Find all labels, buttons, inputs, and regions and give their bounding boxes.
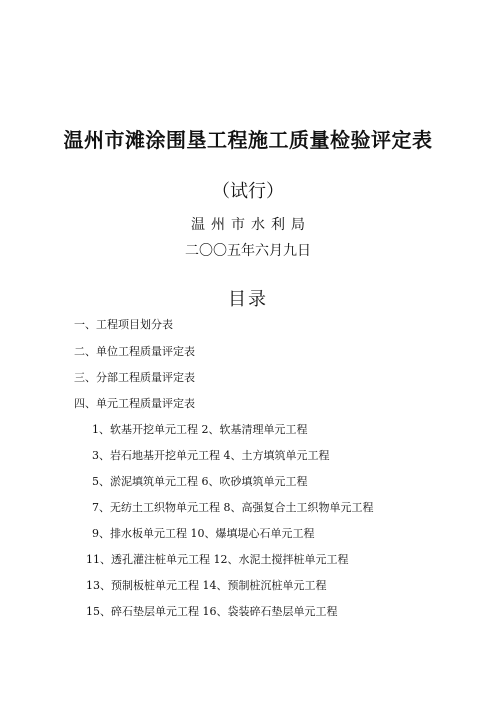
page-title: 温州市滩涂围垦工程施工质量检验评定表 — [63, 128, 433, 152]
toc-unit-item: 11、透孔灌注桩单元工程 12、水泥土搅拌桩单元工程 — [86, 553, 349, 566]
toc-unit-item: 13、预制板桩单元工程 14、预制桩沉桩单元工程 — [86, 579, 327, 592]
toc-section-1: 一、工程项目划分表 — [74, 318, 173, 331]
trial-label: （试行） — [212, 181, 284, 202]
toc-section-3: 三、分部工程质量评定表 — [74, 371, 195, 384]
toc-section-2: 二、单位工程质量评定表 — [74, 345, 195, 358]
toc-unit-item: 1、软基开挖单元工程 2、软基清理单元工程 — [92, 423, 308, 436]
toc-unit-item: 3、岩石地基开挖单元工程 4、土方填筑单元工程 — [92, 449, 330, 462]
toc-unit-item: 7、无纺土工织物单元工程 8、高强复合土工织物单元工程 — [92, 501, 374, 514]
toc-heading: 目录 — [228, 289, 268, 310]
toc-unit-item: 15、碎石垫层单元工程 16、袋装碎石垫层单元工程 — [86, 605, 338, 618]
issue-date: 二〇〇五年六月九日 — [185, 243, 311, 259]
toc-unit-item: 5、淤泥填筑单元工程 6、吹砂填筑单元工程 — [92, 475, 308, 488]
toc-section-4: 四、单元工程质量评定表 — [74, 397, 195, 410]
issuer: 温州市水利局 — [191, 217, 311, 233]
toc-unit-item: 9、排水板单元工程 10、爆填堤心石单元工程 — [92, 527, 315, 540]
